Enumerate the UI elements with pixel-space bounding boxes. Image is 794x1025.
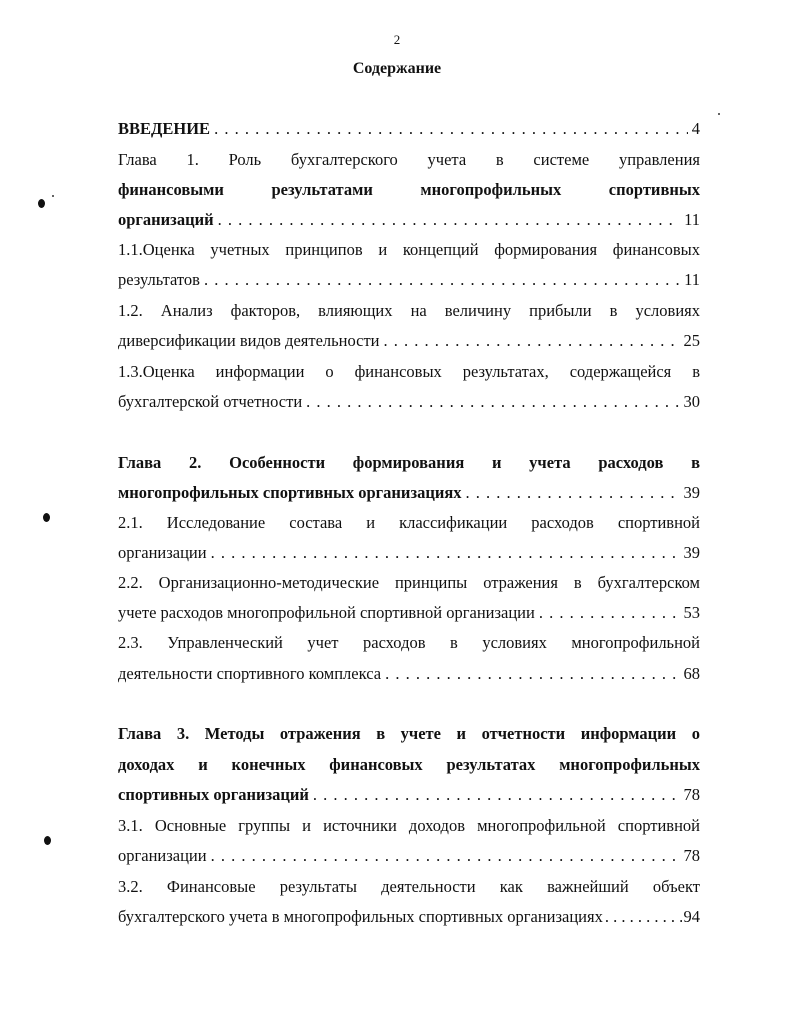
dot-leader [384, 329, 680, 353]
toc-label: бухгалтерского учета в многопрофильных спортивных организациях [118, 907, 603, 926]
dot-leader [218, 208, 681, 232]
toc-section-1-1-line1: 1.1.Оценка учетных принципов и концепций формирования финансовых [118, 240, 700, 259]
toc-page: 30 [683, 392, 700, 411]
toc-chapter-1-line3 [118, 208, 700, 232]
dot-leader [214, 117, 688, 141]
toc-label: диверсификации видов деятельности [118, 331, 380, 350]
toc-entry-intro [118, 117, 700, 141]
toc-section-2-2-line1: 2.2. Организационно-методические принципы отражения в бухгалтерском [118, 573, 700, 592]
scan-speck [52, 195, 54, 197]
toc-section-1-1-line2 [118, 268, 700, 292]
toc-label: организации [118, 846, 207, 865]
toc-page: 94 [683, 907, 700, 926]
toc-section-3-2-line1: 3.2. Финансовые результаты деятельности как важнейший объект [118, 877, 700, 896]
toc-section-1-3-line2 [118, 390, 700, 414]
dot-leader [313, 783, 680, 807]
toc-label: организаций [118, 210, 214, 229]
binder-hole-mark [44, 836, 51, 845]
dot-leader [385, 662, 679, 686]
toc-label: деятельности спортивного комплекса [118, 664, 382, 683]
toc-chapter-3-line1: Глава 3. Методы отражения в учете и отчетности информации о [118, 724, 700, 743]
toc-label: организации [118, 543, 207, 562]
toc-section-1-3-line1: 1.3.Оценка информации о финансовых результатах, содержащейся в [118, 362, 700, 381]
toc-page: 78 [683, 785, 700, 804]
dot-leader [539, 601, 680, 625]
toc-section-3-1-line1: 3.1. Основные группы и источники доходов многопрофильной спортивной [118, 816, 700, 835]
toc-chapter-3-line2: доходах и конечных финансовых результатах многопрофильных [118, 755, 700, 774]
toc-chapter-2-line2 [118, 481, 700, 505]
dot-leader [306, 390, 679, 414]
dot-leader [605, 905, 682, 929]
toc-label: бухгалтерской отчетности [118, 392, 303, 411]
toc-page: 68 [683, 664, 700, 683]
toc-section-2-2-line2 [118, 601, 700, 625]
binder-hole-mark [38, 199, 45, 208]
page-number: 2 [393, 32, 401, 47]
toc-page: 25 [683, 331, 700, 350]
toc-label: результатов [118, 270, 200, 289]
dot-leader [211, 844, 680, 868]
toc-chapter-3-line3 [118, 783, 700, 807]
toc-section-2-3-line1: 2.3. Управленческий учет расходов в условиях многопрофильной [118, 633, 700, 652]
toc-page: 78 [683, 846, 700, 865]
toc-chapter-1-line1: Глава 1. Роль бухгалтерского учета в системе управления [118, 150, 700, 169]
toc-section-2-3-line2 [118, 662, 700, 686]
toc-page: 53 [683, 603, 700, 622]
dot-leader [204, 268, 680, 292]
dot-leader [211, 541, 680, 565]
scan-speck [718, 113, 720, 115]
toc-section-1-2-line1: 1.2. Анализ факторов, влияющих на величину прибыли в условиях [118, 301, 700, 320]
toc-section-2-1-line1: 2.1. Исследование состава и классификации расходов спортивной [118, 513, 700, 532]
toc-page: 4 [691, 119, 700, 138]
toc-section-3-1-line2 [118, 844, 700, 868]
toc-label: ВВЕДЕНИЕ [118, 119, 211, 138]
toc-chapter-1-line2: финансовыми результатами многопрофильных спортивных [118, 180, 700, 199]
binder-hole-mark [43, 513, 50, 522]
toc-page: 39 [683, 543, 700, 562]
toc-section-1-2-line2 [118, 329, 700, 353]
toc-page: 39 [683, 483, 700, 502]
toc-label: многопрофильных спортивных организациях [118, 483, 462, 502]
toc-page: 11 [684, 270, 700, 289]
toc-label: учете расходов многопрофильной спортивной организации [118, 603, 535, 622]
page-title: Содержание [352, 60, 442, 77]
dot-leader [466, 481, 680, 505]
toc-chapter-2-line1: Глава 2. Особенности формирования и учета расходов в [118, 453, 700, 472]
toc-section-3-2-line2 [118, 905, 700, 929]
toc-page: 11 [684, 210, 700, 229]
toc-section-2-1-line2 [118, 541, 700, 565]
toc-label: спортивных организаций [118, 785, 309, 804]
